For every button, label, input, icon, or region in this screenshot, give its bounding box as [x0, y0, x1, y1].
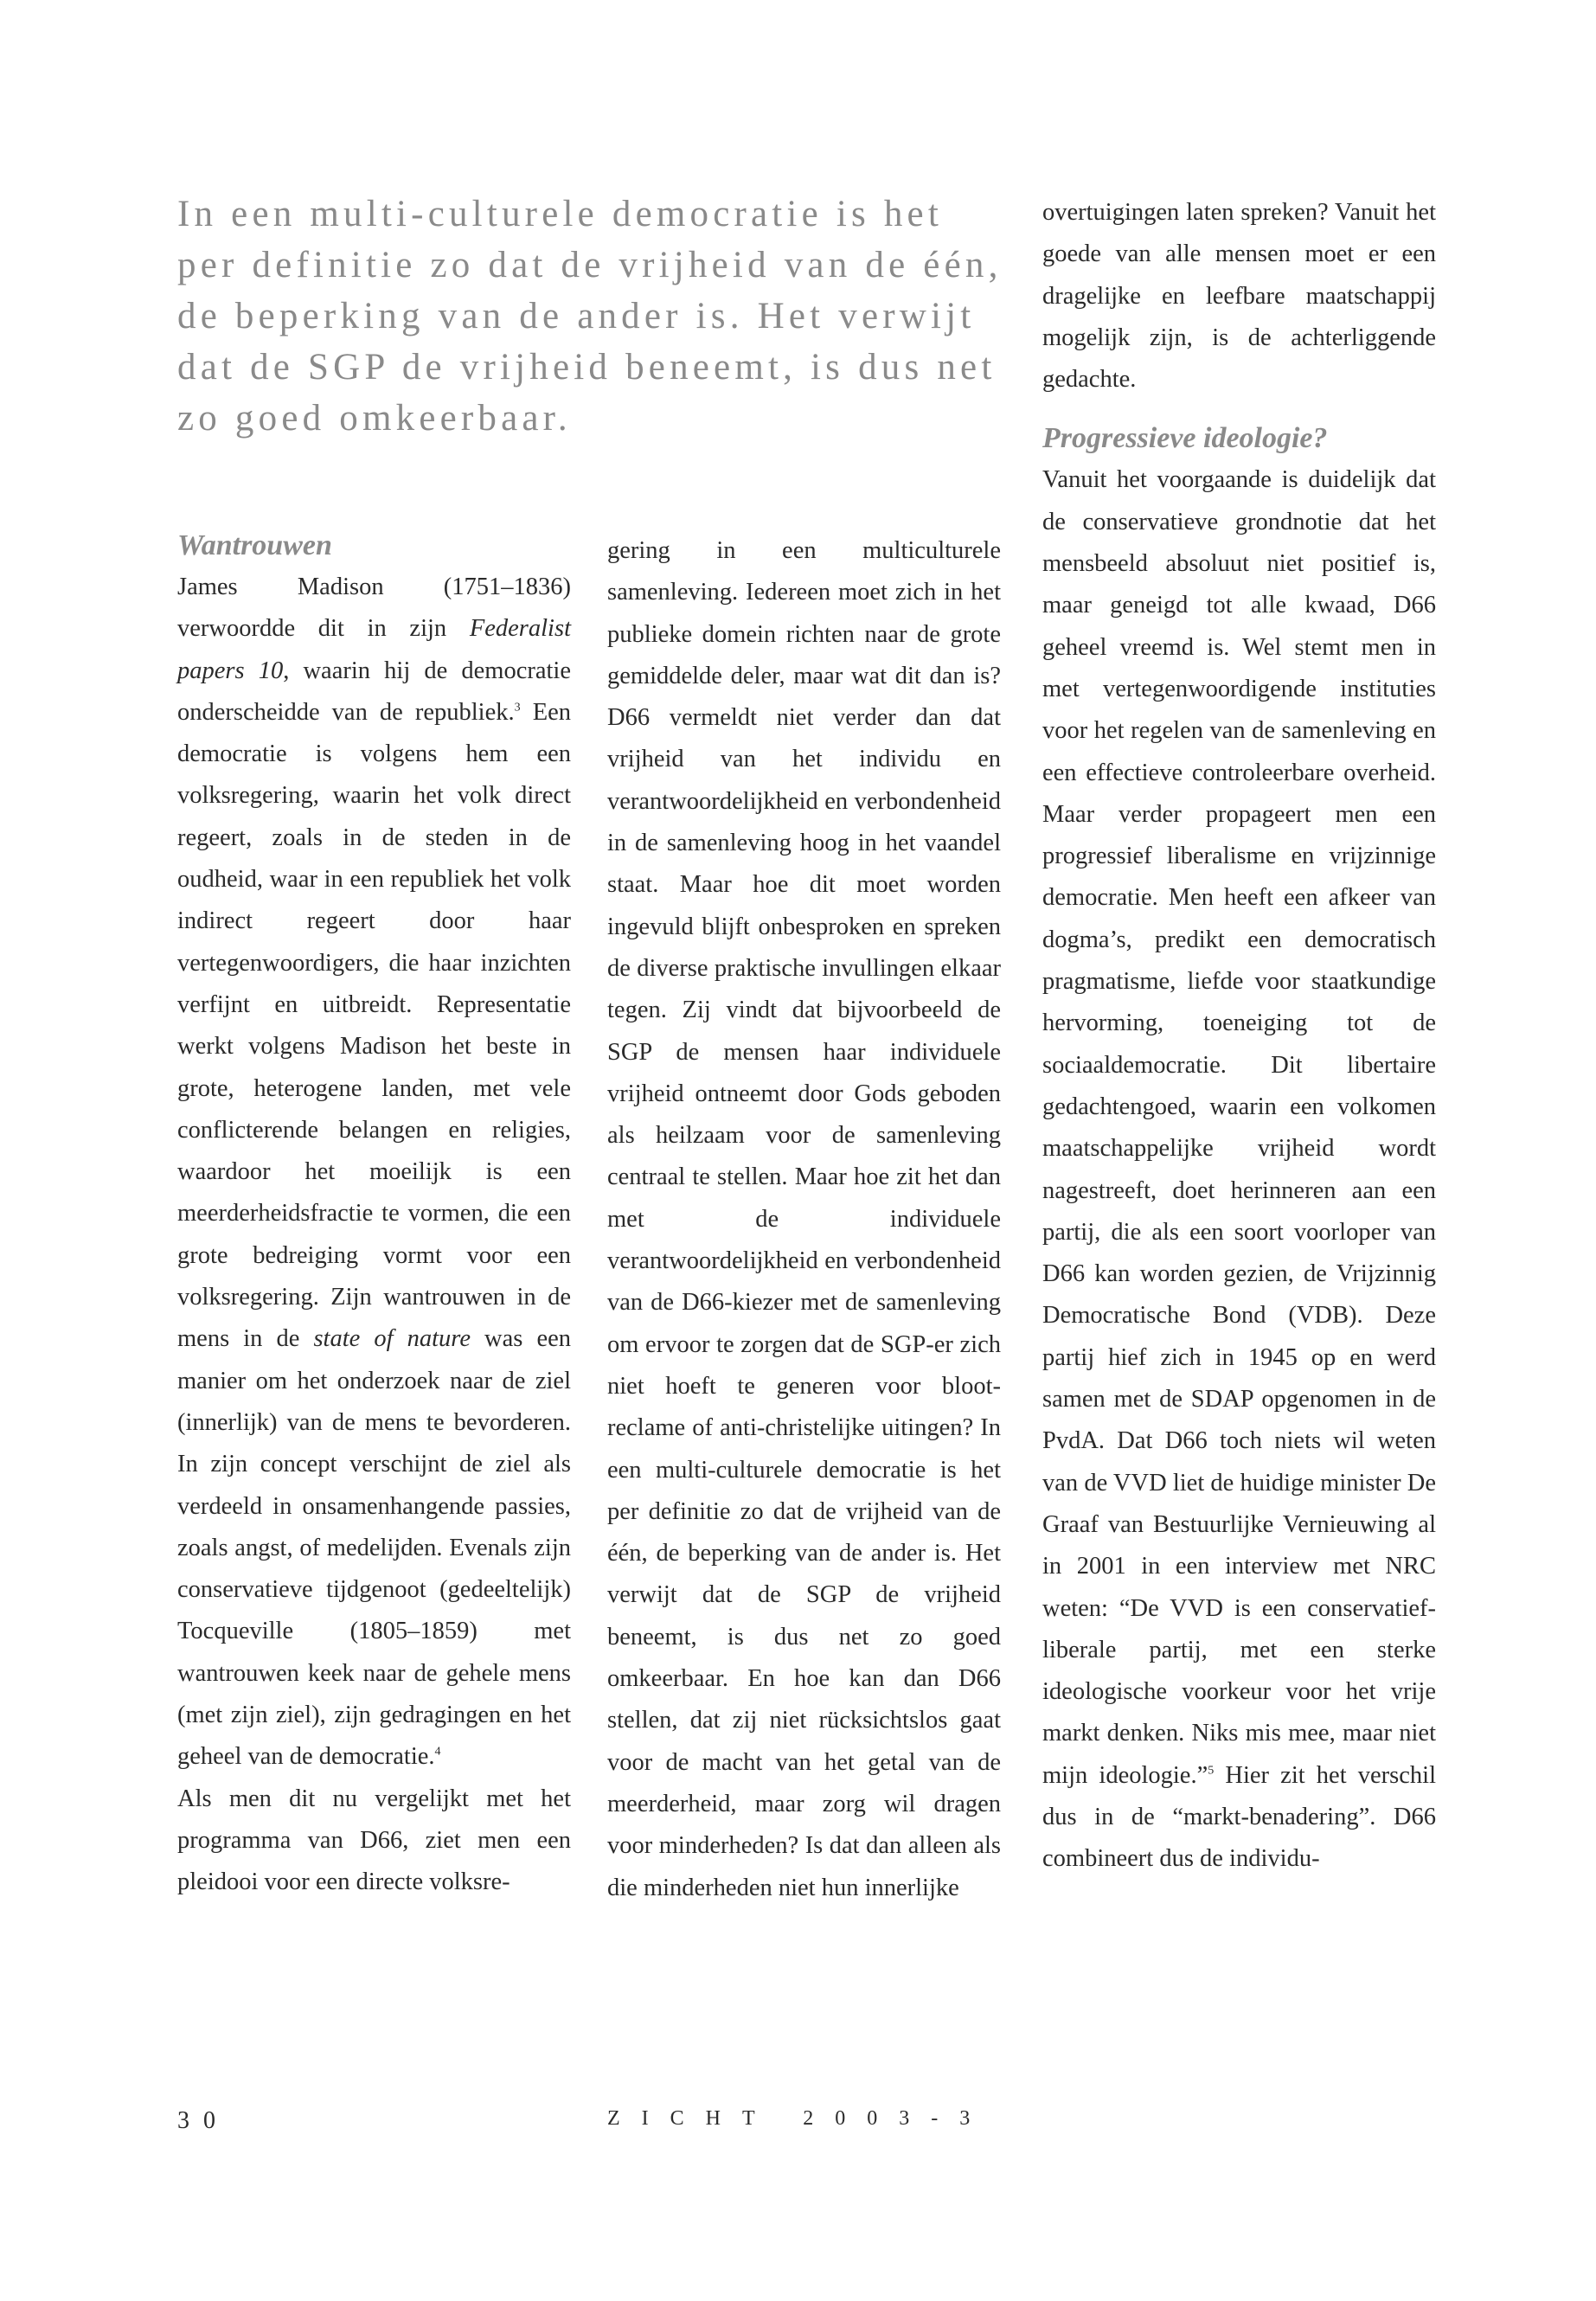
footnote-ref[interactable]: 3 [514, 701, 521, 715]
paragraph: Als men dit nu vergelijkt met het programma van D66, ziet men een pleidooi voor een directe volksre- [177, 1785, 571, 1896]
column-3 [1042, 192, 1436, 1881]
journal-name: ZICHT 2003-3 [607, 2107, 992, 2130]
section-heading-progressieve-ideologie: Progressieve ideologie? [1042, 422, 1328, 455]
column-1 [177, 525, 571, 1904]
footnote-ref[interactable]: 5 [1208, 1764, 1215, 1778]
pull-quote: In een multi-culturele democratie is het per definitie zo dat de vrijheid van de één, de beperking van de ander is. Het verwijt dat de SGP de vrijheid beneemt, is dus net zo goed omkeerbaar. [177, 194, 1003, 439]
paragraph: gering in een multiculturele samenleving. Iedereen moet zich in het publieke domein richten naar de grote gemiddelde deler, maar wat dit dan is? D66 vermeldt niet verder dan dat vrijheid van het individu en verantwoordelijkheid en verbondenheid in de samenleving hoog in het vaandel staat. Maar hoe dit moet worden ingevuld blijft onbesproken en spreken de diverse praktische invullingen elkaar tegen. Zij vindt dat bijvoorbeeld de SGP de mensen haar individuele vrijheid ontneemt door Gods geboden als heilzaam voor de samenleving centraal te stellen. Maar hoe zit het dan met de individuele verantwoordelijkheid en verbondenheid van de D66-kiezer met de samenleving om ervoor te zorgen dat de SGP-er zich niet hoeft te generen voor bloot-reclame of anti-christelijke uitingen? In een multi-culturele democratie is het per definitie zo dat de vrijheid van de één, de beperking van de ander is. Het verwijt dat de SGP de vrijheid beneemt, is dus net zo goed omkeerbaar. En hoe kan dan D66 stellen, dat zij niet rücksichtslos gaat voor de macht van het getal van de meerderheid, maar zorg wil dragen voor minderheden? Is dat dan alleen als die minderheden niet hun innerlijke [607, 537, 1001, 1901]
emphasis: Federalist papers 10 [177, 615, 571, 684]
footnote-ref[interactable]: 4 [434, 1745, 441, 1759]
paragraph: overtuigingen laten spreken? Vanuit het goede van alle mensen moet er een dragelijke en leefbare maatschappij mogelijk zijn, is de achterliggende gedachte. [1042, 199, 1436, 394]
paragraph: James Madison (1751–1836) verwoordde dit in zijn Federalist papers 10, waarin hij de democratie onderscheidde van de republiek.$^3$ Een democratie is volgens hem een volksregering, waarin het volk direct regeert, zoals in de steden in de oudheid, waar in een republiek het volk indirect regeert door haar vertegenwoordigers, die haar inzichten verfijnt en uitbreidt. Representatie werkt volgens Madison het beste in grote, heterogene landen, met vele conflicterende belangen en religies, waardoor het moeilijk is een meerderheidsfractie te vormen, die een grote bedreiging vormt voor een volksregering. Zijn wantrouwen in de mens in de state of nature was een manier om het onderzoek naar de ziel (innerlijk) van de mens te bevorderen. In zijn concept verschijnt de ziel als verdeeld in onsamenhangende passies, zoals angst, of medelijden. Evenals zijn conservatieve tijdgenoot (gedeeltelijk) Tocqueville (1805–1859) met wantrouwen keek naar de gehele mens (met zijn ziel), zijn gedragingen en het geheel van de democratie.$^4$ [177, 574, 572, 1771]
paragraph: Vanuit het voorgaande is duidelijk dat de conservatieve grondnotie dat het mensbeeld absoluut niet positief is, maar geneigd tot alle kwaad, D66 geheel vreemd is. Wel stemt men in met vertegenwoordigende instituties voor het regelen van de samenleving en een effectieve controleerbare overheid. Maar verder propageert men een progressief liberalisme en vrijzinnige democratie. Men heeft een afkeer van dogma’s, predikt een democratisch pragmatisme, liefde voor staatkundige hervorming, toeneiging tot de sociaaldemocratie. Dit libertaire gedachtengoed, waarin een volkomen maatschappelijke vrijheid wordt nagestreeft, doet herinneren aan een partij, die als een soort voorloper van D66 kan worden gezien, de Vrijzinnig Democratische Bond (VDB). Deze partij hief zich in 1945 op en werd samen met de SDAP opgenomen in de PvdA. Dat D66 toch niets wil weten van de VVD liet de huidige minister De Graaf van Bestuurlijke Vernieuwing al in 2001 in een interview met NRC weten: “De VVD is een conservatief-liberale partij, met een sterke ideologische voorkeur voor het vrije markt denken. Niks mis mee, maar niet mijn ideologie.”$^5$ Hier zit het verschil dus in de “markt-benadering”. D66 combineert dus de individu- [1042, 466, 1436, 1873]
emphasis: state of nature [313, 1325, 471, 1353]
column-2 [607, 530, 1001, 1909]
section-heading-wantrouwen: Wantrouwen [177, 529, 332, 561]
page-number: 30 [177, 2107, 229, 2134]
